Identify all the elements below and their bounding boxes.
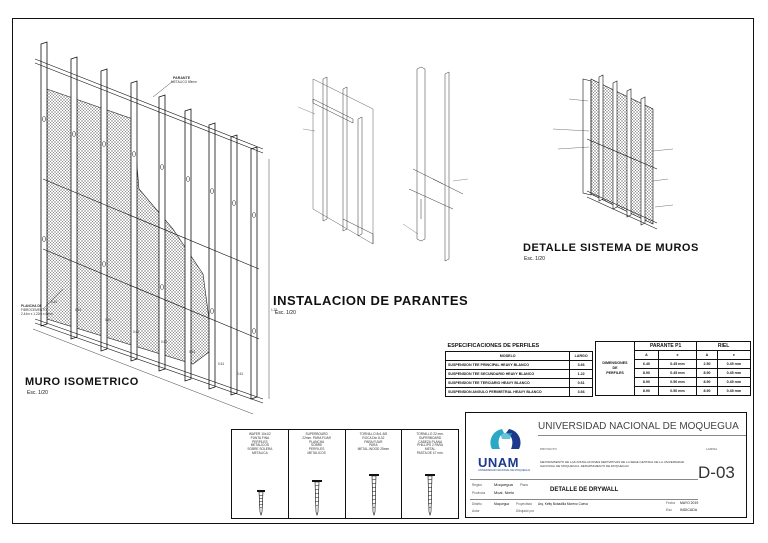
logo-text: UNAM: [478, 455, 519, 470]
label-project: PROYECTO: [540, 447, 557, 451]
district-value: Moquegua: [494, 502, 510, 506]
dimensions-table: [595, 341, 751, 396]
project-description: MEJORAMIENTO DE LAS INSTALACIONES DEPORTIVAS DE LA SEDE CENTRAL DE LA UNIVERSIDAD NACIONAL DE MOQUEGUA, DEPARTAMENTO DE MOQUEGUA: [540, 460, 685, 468]
label-plano2: Plano: [520, 483, 529, 487]
screw-desc: SOBRE SOLERA: [247, 447, 273, 452]
dims-cell: 0.50 mm: [658, 387, 696, 396]
dims-cell: 8.90: [635, 378, 659, 387]
dim-tick: 0.61: [161, 340, 168, 344]
screw-desc: METAL: [424, 447, 436, 452]
callout-plancha-sub: FIBROCEMENTO: [21, 308, 47, 312]
dims-parante-header: PARANTE P1: [635, 342, 697, 351]
screw-desc: METALICOS: [307, 450, 326, 455]
dims-cell: 8.90: [635, 387, 659, 396]
specs-largo: 3.66: [570, 361, 593, 370]
screw-desc: SUPERBOARD: [418, 435, 442, 440]
table-row: [446, 370, 593, 379]
label-district: Distrito: [472, 502, 482, 506]
logo-subtext: UNIVERSIDAD NACIONAL DE MOQUEGUA: [478, 469, 531, 472]
dims-cell: 8.90: [697, 387, 718, 396]
detalle-sistema-title: DETALLE SISTEMA DE MUROS: [523, 242, 699, 254]
dims-cell: 0.45 mm: [717, 378, 750, 387]
dims-cell: 6.40: [635, 360, 659, 369]
dims-cell: 8.90: [697, 369, 718, 378]
label-scale: Esc: [666, 508, 672, 512]
dim-tick: 0.61: [133, 330, 140, 334]
callout-parante: PARANTE: [173, 76, 191, 80]
specs-col-modelo: MODELO: [446, 352, 570, 361]
screws-table: [231, 429, 459, 519]
screw-desc: PARA: [369, 443, 378, 448]
label-drawn: Dibujado por: [516, 509, 535, 513]
dim-tick: 0.61: [105, 318, 112, 322]
screw-desc: PUNTA FINA: [250, 435, 270, 440]
screw-cell: [232, 430, 289, 518]
plan-title: DETALLE DE DRYWALL: [550, 487, 619, 493]
title-block: [465, 412, 747, 518]
dims-cell: 0.45 mm: [717, 387, 750, 396]
callout-parante-sub: METALICO 89mm: [171, 80, 197, 84]
label-province: Provincia: [472, 491, 486, 495]
screw-icon: [424, 474, 436, 516]
university-name: UNIVERSIDAD NACIONAL DE MOQUEGUA: [538, 421, 739, 432]
province-value: Mcal. Nieto: [494, 490, 515, 495]
instalacion-parantes-title: INSTALACION DE PARANTES: [273, 293, 469, 308]
dims-label: PERFILES: [606, 371, 624, 375]
dims-cell: 0.45 mm: [658, 369, 696, 378]
sheet-number: D-03: [698, 463, 735, 482]
dims-riel-header: RIEL: [697, 342, 751, 351]
screw-icon: [311, 480, 323, 516]
label-date: Fecha: [666, 501, 675, 505]
screw-desc: PASTA DE 47 mm.: [416, 450, 444, 455]
specs-largo: 1.22: [570, 370, 593, 379]
dims-cell: 0.45 mm: [658, 360, 696, 369]
specs-modelo: SUSPENSION ANGULO PERIMETRAL HEAVY BLANCO: [446, 388, 570, 397]
date-value: MAYO 2019: [680, 501, 699, 505]
screw-desc: PERFILES: [308, 447, 325, 452]
screw-desc: SOBRE: [311, 443, 323, 448]
screw-desc: WAFER 10x1/2: [248, 432, 271, 436]
dims-cell: 8.90: [697, 378, 718, 387]
detalle-sistema-scale: Esc. 1/20: [524, 256, 545, 262]
table-row: [446, 361, 593, 370]
muro-isometrico-title: MURO ISOMETRICO: [25, 376, 139, 388]
screw-cell: [289, 430, 346, 518]
specs-largo: 0.61: [570, 379, 593, 388]
dims-cell: 0.45 mm: [717, 360, 750, 369]
specs-largo: 3.66: [570, 388, 593, 397]
table-row: [446, 379, 593, 388]
specs-modelo: SUSPENSION TEE SECUNDARIO HEAVY BLANCO: [446, 370, 570, 379]
screw-desc: 22mm. PARA FIJAR: [302, 435, 331, 440]
specs-modelo: SUSPENSION TEE PRINCIPAL HEAVY BLANCO: [446, 361, 570, 370]
screw-icon: [368, 474, 380, 516]
screw-desc: CABEZA PLANA: [418, 439, 443, 444]
dims-cell: 0.45 mm: [717, 369, 750, 378]
dim-tick: 0.61: [218, 362, 225, 366]
dims-col-e: e: [658, 351, 696, 360]
region-value: Moquegua: [494, 482, 513, 487]
dims-label: DIMENSIONES: [602, 361, 628, 365]
drawing-sheet: [12, 18, 754, 524]
specs-table: [445, 341, 593, 397]
callout-plancha: PLANCHA DE: [21, 304, 42, 308]
screw-desc: PERFILES: [252, 439, 268, 444]
screw-desc: ROCA Din 8-32: [362, 435, 385, 440]
label-plano: LAMINA: [706, 447, 718, 451]
dims-cell: 2.50: [697, 360, 718, 369]
table-row: [446, 388, 593, 397]
dims-col-a: A: [635, 351, 659, 360]
dims-cell: 0.50 mm: [658, 378, 696, 387]
screw-cell: [346, 430, 403, 518]
callout-plancha-dim: 2.44m x 1.22m x 8mm: [21, 312, 53, 316]
instalacion-parantes-scale: Esc. 1/20: [275, 310, 296, 316]
label-author: Autor: [472, 509, 480, 513]
label-region: Region: [472, 483, 483, 487]
screw-desc: METAL-WOOD 25mm: [357, 447, 390, 452]
dims-label: DE: [612, 366, 618, 370]
dim-tick: 0.61: [51, 300, 58, 304]
scale-value: INDICADA: [680, 508, 698, 512]
screw-desc: PLANCHA: [309, 439, 325, 444]
muro-isometrico-scale: Esc. 1/20: [27, 390, 48, 396]
specs-title: ESPECIFICACIONES DE PERFILES: [447, 343, 540, 349]
screw-cell: [402, 430, 458, 518]
unam-logo-icon: [482, 427, 538, 457]
dim-tick: 0.61: [75, 308, 82, 312]
screw-desc: METALICOS: [250, 443, 269, 448]
dims-cell: 8.90: [635, 369, 659, 378]
specs-col-largo: LARGO: [570, 352, 593, 361]
specs-modelo: SUSPENSION TEE TERCIARIO HEAVY BLANCO: [446, 379, 570, 388]
dims-col-a: A: [697, 351, 718, 360]
screw-desc: SUPERBOARD: [305, 432, 328, 436]
label-designer: Proyectista: [516, 502, 532, 506]
screw-desc: METALICA: [252, 450, 268, 455]
dim-tick: 0.61: [189, 350, 196, 354]
screw-desc: TORNILLO 8x1-5/8: [359, 432, 388, 436]
dims-col-e: e: [717, 351, 750, 360]
screw-desc: PHILLIPS 2 PARA: [417, 443, 444, 448]
screw-desc: PARA FIJAR: [364, 439, 383, 444]
screw-desc: TORNILLO 22 mm.: [416, 432, 444, 436]
dim-height: 1.22: [271, 308, 278, 312]
dim-tick: 0.61: [237, 372, 244, 376]
screw-icon: [255, 490, 267, 516]
designer-value: Arq. Ketty Bobadilla Moreno Cueva: [538, 502, 588, 506]
